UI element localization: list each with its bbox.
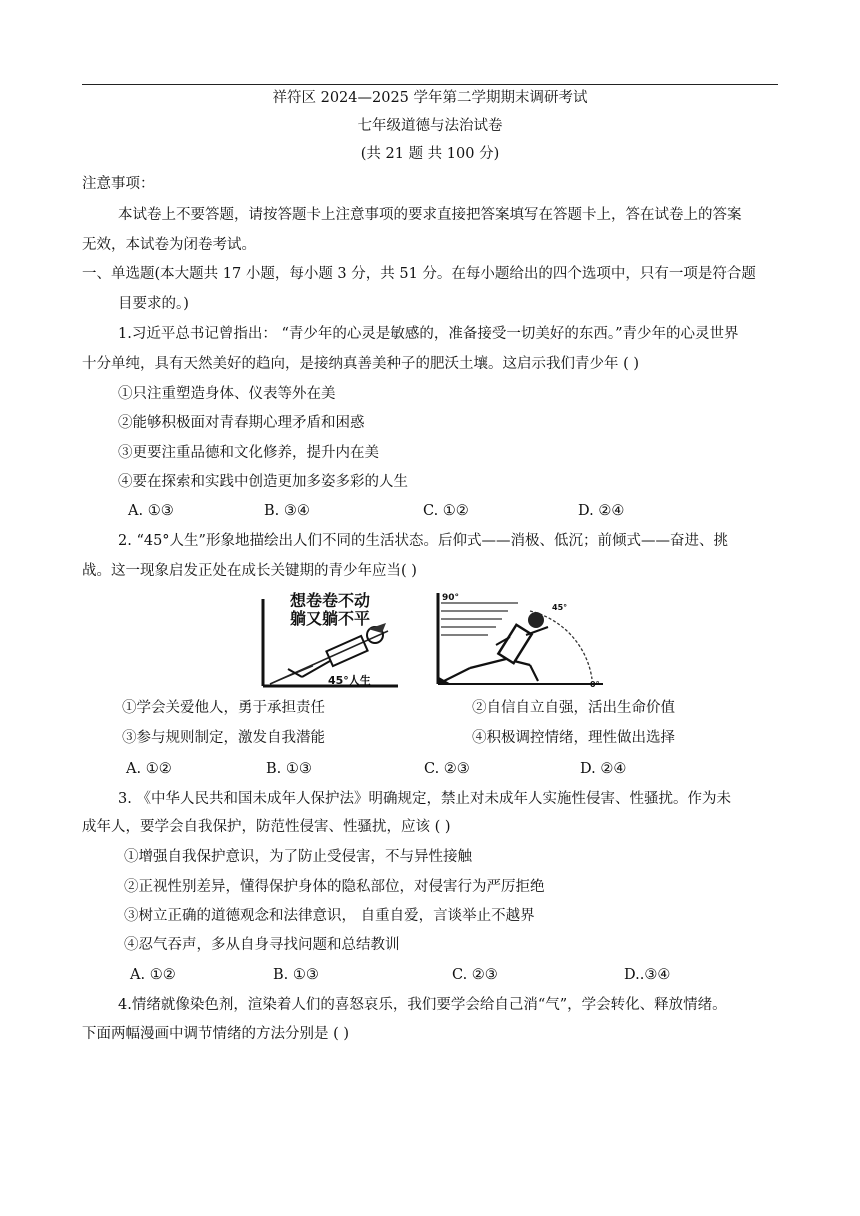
right-panel-45-label: 45° [552, 603, 568, 612]
q3-stem-line2: 成年人，要学会自我保护，防范性侵害、性骚扰，应该 ( ) [82, 819, 451, 835]
q2-option-d: D. ②④ [580, 761, 627, 777]
q2-option-c: C. ②③ [424, 761, 470, 777]
notice-body-line1: 本试卷上不要答题，请按答题卡上注意事项的要求直接把答案填写在答题卡上，答在试卷上的答案 [118, 207, 742, 223]
q2-option-a: A. ①② [126, 761, 172, 777]
q2-item-3: ③参与规则制定，激发自我潜能 [122, 730, 325, 746]
left-panel-label: 45°人生 [328, 674, 371, 687]
right-panel-0-label: 0° [590, 680, 600, 689]
q1-option-d: D. ②④ [578, 503, 625, 519]
q3-option-b: B. ①③ [273, 967, 319, 983]
leaning-figure-head [528, 612, 544, 628]
q2-cartoon-figure [258, 589, 608, 689]
notice-body-line2: 无效，本试卷为闭卷考试。 [82, 237, 256, 253]
left-cartoon-panel [263, 591, 398, 687]
q3-item-1: ①增强自我保护意识，为了防止受侵害，不与异性接触 [124, 849, 472, 865]
left-caption-line1: 想卷卷不动 [289, 591, 371, 610]
exam-info: (共 21 题 共 100 分) [360, 146, 500, 162]
leaning-figure-body [498, 625, 531, 663]
q3-item-4: ④忍气吞声，多从自身寻找问题和总结教训 [124, 937, 400, 953]
header-rule [82, 84, 778, 85]
q4-stem-line1: 4.情绪就像染色剂，渲染着人们的喜怒哀乐，我们要学会给自己消“气”，学会转化、释放情绪。 [118, 997, 727, 1013]
q3-item-2: ②正视性别差异，懂得保护身体的隐私部位，对侵害行为严厉拒绝 [124, 879, 545, 895]
q2-stem-line1: 2. “45°人生”形象地描绘出人们不同的生活状态。后仰式——消极、低沉；前倾式——奋进、挑 [118, 533, 728, 549]
q3-option-d: D..③④ [624, 967, 671, 983]
q2-item-1: ①学会关爱他人，勇于承担责任 [122, 700, 325, 716]
exam-title: 祥符区 2024—2025 学年第二学期期末调研考试 [272, 90, 588, 106]
q1-stem-line1: 1.习近平总书记曾指出： “青少年的心灵是敏感的，准备接受一切美好的东西。”青少年的心灵世界 [118, 326, 739, 342]
section1-heading-line2: 目要求的。) [118, 296, 189, 312]
q1-item-2: ②能够积极面对青春期心理矛盾和困惑 [118, 415, 365, 431]
exam-subtitle: 七年级道德与法治试卷 [357, 118, 503, 134]
notice-heading: 注意事项： [82, 176, 155, 192]
q1-stem-line2: 十分单纯，具有天然美好的趋向，是接纳真善美种子的肥沃土壤。这启示我们青少年 ( ) [82, 356, 640, 372]
q1-item-3: ③更要注重品德和文化修养，提升内在美 [118, 445, 379, 461]
q1-item-1: ①只注重塑造身体、仪表等外在美 [118, 386, 336, 402]
reclining-figure-body [326, 636, 367, 666]
right-panel-90-label: 90° [442, 593, 460, 603]
section1-heading-line1: 一、单选题(本大题共 17 小题，每小题 3 分，共 51 分。在每小题给出的四个选项中，只有一项是符合题 [82, 266, 756, 282]
q3-item-3: ③树立正确的道德观念和法律意识， 自重自爱，言谈举止不越界 [124, 908, 535, 924]
q1-item-4: ④要在探索和实践中创造更加多姿多彩的人生 [118, 474, 408, 490]
q2-item-4: ④积极调控情绪，理性做出选择 [472, 730, 675, 746]
left-caption-line2: 躺又躺不平 [289, 609, 371, 628]
q1-option-a: A. ①③ [128, 503, 174, 519]
q3-option-a: A. ①② [130, 967, 176, 983]
q2-option-b: B. ①③ [266, 761, 312, 777]
right-cartoon-panel [438, 593, 603, 689]
q2-item-2: ②自信自立自强，活出生命价值 [472, 700, 675, 716]
q4-stem-line2: 下面两幅漫画中调节情绪的方法分别是 ( ) [82, 1026, 350, 1042]
q3-stem-line1: 3. 《中华人民共和国未成年人保护法》明确规定，禁止对未成年人实施性侵害、性骚扰。作为未 [118, 791, 731, 807]
q3-option-c: C. ②③ [452, 967, 498, 983]
q1-option-c: C. ①② [423, 503, 469, 519]
q2-stem-line2: 战。这一现象启发正处在成长关键期的青少年应当( ) [82, 563, 417, 579]
q1-option-b: B. ③④ [264, 503, 310, 519]
